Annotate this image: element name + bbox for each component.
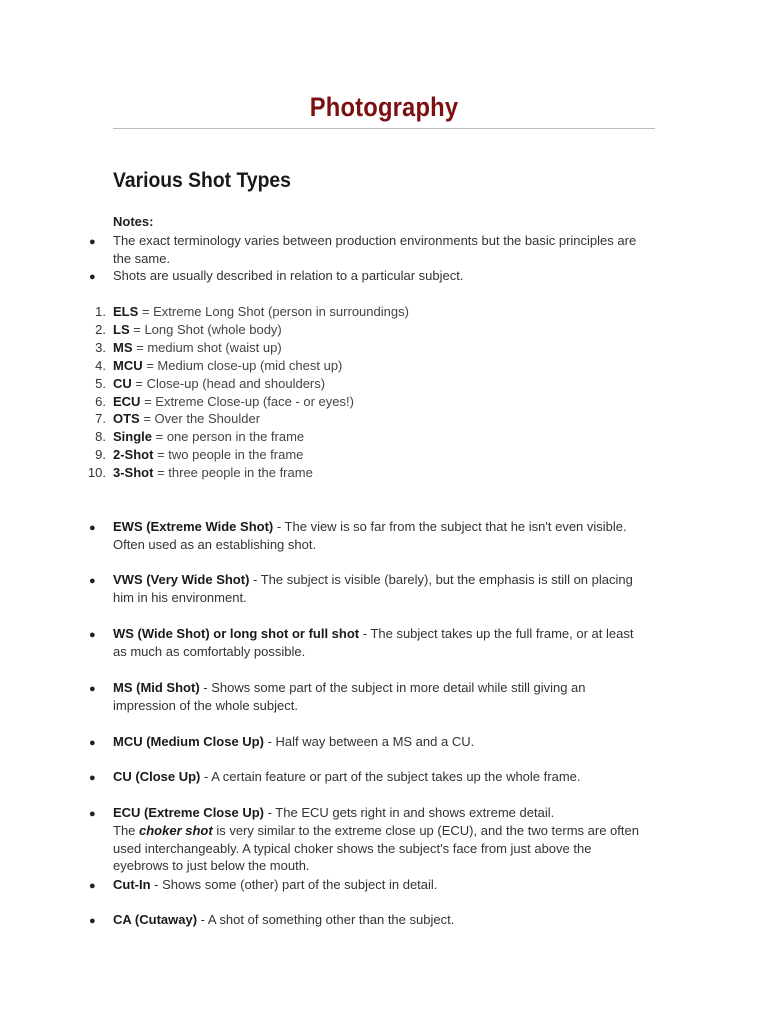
abbr-term: ECU (113, 394, 141, 409)
list-item (113, 322, 282, 337)
list-item (113, 394, 354, 409)
list-item (113, 411, 260, 426)
bullet-icon: ● (89, 772, 96, 784)
list-number: 1. (95, 304, 106, 319)
choker-post: is very similar to the extreme close up (ECU), and the two terms are often used interchangeably. A typical choker shows the subject's face from just above the eyebrows to just below the mouth. (113, 823, 639, 874)
shot-term: EWS (Extreme Wide Shot) (113, 519, 274, 534)
abbr-term: MS (113, 340, 133, 355)
shot-term: WS (Wide Shot) or long shot or full shot (113, 626, 360, 641)
bullet-icon: ● (89, 808, 96, 820)
shot-desc: - A certain feature or part of the subject takes up the whole frame. (200, 769, 581, 784)
shot-item (113, 804, 643, 822)
bullet-icon: ● (89, 236, 96, 248)
note-item: The exact terminology varies between production environments but the basic principles are the same. (113, 233, 637, 266)
shot-desc: - A shot of something other than the subject. (197, 912, 455, 927)
shot-term: CU (Close Up) (113, 769, 201, 784)
shot-term: Cut-In (113, 877, 151, 892)
shot-item (113, 625, 643, 660)
shot-desc: - Shows some (other) part of the subject in detail. (150, 877, 438, 892)
shot-term: MCU (Medium Close Up) (113, 734, 264, 749)
shot-item (113, 571, 643, 606)
shot-desc: - Shows some part of the subject in more detail while still giving an impression of the whole subject. (113, 680, 586, 713)
list-item (113, 465, 313, 480)
abbr-term: Single (113, 429, 153, 444)
abbr-desc: = Long Shot (whole body) (129, 322, 282, 337)
abbr-desc: = one person in the frame (152, 429, 305, 444)
shot-desc: - The ECU gets right in and shows extreme detail. (263, 805, 555, 820)
list-number: 8. (95, 429, 106, 444)
abbr-desc: = Medium close-up (mid chest up) (142, 358, 343, 373)
list-number: 9. (95, 447, 106, 462)
bullet-icon: ● (89, 683, 96, 695)
abbr-desc: = Extreme Long Shot (person in surroundings) (138, 304, 409, 319)
list-number: 2. (95, 322, 106, 337)
abbr-desc: = Extreme Close-up (face - or eyes!) (140, 394, 354, 409)
abbr-term: CU (113, 376, 132, 391)
bullet-icon: ● (89, 915, 96, 927)
section-heading: Various Shot Types (113, 169, 291, 192)
bullet-icon: ● (89, 737, 96, 749)
bullet-icon: ● (89, 522, 96, 534)
abbr-term: OTS (113, 411, 140, 426)
abbr-term: ELS (113, 304, 139, 319)
list-item (113, 340, 282, 355)
bullet-icon: ● (89, 629, 96, 641)
shot-item (113, 768, 643, 786)
choker-term: choker shot (139, 823, 213, 838)
shot-desc: - The subject takes up the full frame, or at least as much as comfortably possible. (113, 626, 634, 659)
bullet-icon: ● (89, 880, 96, 892)
list-item (113, 358, 342, 373)
abbr-desc: = two people in the frame (153, 447, 304, 462)
list-number: 3. (95, 340, 106, 355)
list-item (113, 376, 325, 391)
list-number: 7. (95, 411, 106, 426)
note-item: Shots are usually described in relation to a particular subject. (113, 268, 464, 283)
list-number: 6. (95, 394, 106, 409)
list-item (113, 447, 303, 462)
list-number: 5. (95, 376, 106, 391)
abbr-term: MCU (113, 358, 143, 373)
list-number: 4. (95, 358, 106, 373)
choker-pre: The (113, 823, 140, 838)
abbr-desc: = three people in the frame (153, 465, 313, 480)
abbr-term: 2-Shot (113, 447, 154, 462)
list-item (113, 304, 409, 319)
notes-label: Notes: (113, 214, 154, 229)
shot-desc: - Half way between a MS and a CU. (263, 734, 475, 749)
bullet-icon: ● (89, 575, 96, 587)
shot-term: MS (Mid Shot) (113, 680, 200, 695)
shot-item (113, 679, 643, 714)
shot-term: VWS (Very Wide Shot) (113, 572, 250, 587)
abbr-desc: = Close-up (head and shoulders) (131, 376, 326, 391)
shot-item (113, 518, 643, 553)
choker-note (113, 822, 643, 875)
abbr-desc: = medium shot (waist up) (132, 340, 282, 355)
shot-term: CA (Cutaway) (113, 912, 198, 927)
title-divider (113, 128, 655, 129)
shot-desc: - The subject is visible (barely), but the emphasis is still on placing him in his environment. (113, 572, 633, 605)
abbr-term: LS (113, 322, 130, 337)
shot-desc: - The view is so far from the subject that he isn't even visible. Often used as an establishing shot. (113, 519, 627, 552)
page-title: Photography (309, 92, 459, 122)
shot-item (113, 876, 643, 894)
list-item (113, 429, 304, 444)
shot-item (113, 911, 643, 929)
bullet-icon: ● (89, 271, 96, 283)
abbr-term: 3-Shot (113, 465, 154, 480)
abbr-desc: = Over the Shoulder (139, 411, 261, 426)
list-number: 10. (87, 465, 106, 480)
shot-item (113, 733, 643, 751)
shot-term: ECU (Extreme Close Up) (113, 805, 264, 820)
